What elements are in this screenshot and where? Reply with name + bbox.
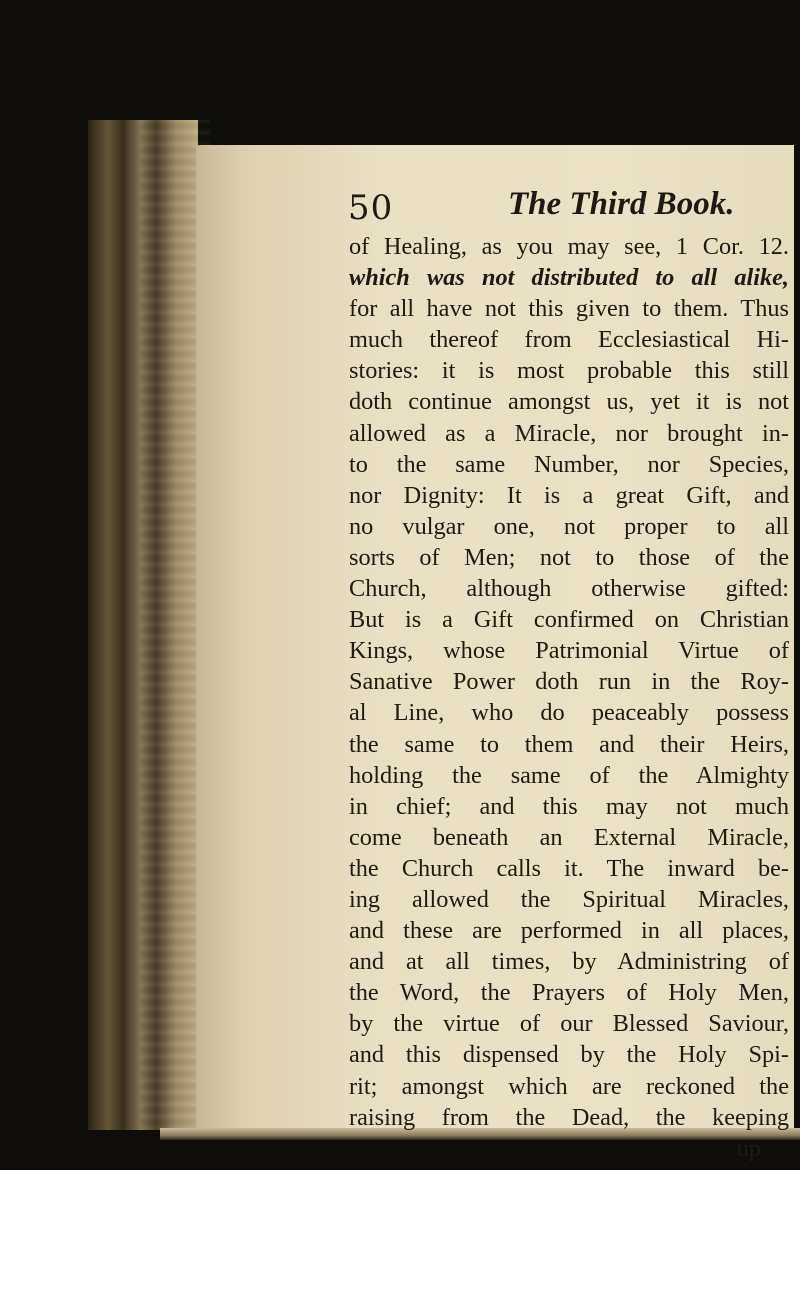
text-line: in chief; and this may not much xyxy=(349,792,789,820)
text-line: Church, although otherwise gifted: xyxy=(349,575,789,603)
body-text xyxy=(349,231,789,1164)
text-line: and at all times, by Administring of xyxy=(349,948,789,976)
page-number: 50 xyxy=(348,188,394,228)
text-line: Sanative Power doth run in the Roy- xyxy=(349,668,789,696)
text-line: holding the same of the Almighty xyxy=(349,761,789,789)
text-line: and these are performed in all places, xyxy=(349,917,789,945)
running-head: The Third Book. xyxy=(508,186,735,222)
text-line: rit; amongst which are reckoned the xyxy=(349,1072,789,1100)
text-line: by the virtue of our Blessed Saviour, xyxy=(349,1010,789,1038)
text-line: al Line, who do peaceably possess xyxy=(349,699,789,727)
text-line: nor Dignity: It is a great Gift, and xyxy=(349,481,789,509)
text-line: and this dispensed by the Holy Spi- xyxy=(349,1041,789,1069)
text-line: sorts of Men; not to those of the xyxy=(349,543,789,571)
text-line: much thereof from Ecclesiastical Hi- xyxy=(349,326,789,354)
text-line: the same to them and their Heirs, xyxy=(349,730,789,758)
text-line: which was not distributed to all alike, xyxy=(349,264,789,292)
text-line: Kings, whose Patrimonial Virtue of xyxy=(349,637,789,665)
text-line: no vulgar one, not proper to all xyxy=(349,512,789,540)
text-line: stories: it is most probable this still xyxy=(349,357,789,385)
text-line: doth continue amongst us, yet it is not xyxy=(349,388,789,416)
text-line: But is a Gift confirmed on Christian xyxy=(349,606,789,634)
text-line: the Church calls it. The inward be- xyxy=(349,854,789,882)
text-line: for all have not this given to them. Thus xyxy=(349,295,789,323)
text-line: of Healing, as you may see, 1 Cor. 12. xyxy=(349,233,789,260)
text-line: raising from the Dead, the keeping xyxy=(349,1103,789,1131)
text-line: ing allowed the Spiritual Miracles, xyxy=(349,885,789,913)
catchword: up xyxy=(736,1134,761,1162)
text-line: come beneath an External Miracle, xyxy=(349,823,789,851)
text-line: to the same Number, nor Species, xyxy=(349,450,789,478)
text-line: the Word, the Prayers of Holy Men, xyxy=(349,979,789,1007)
text-line: allowed as a Miracle, nor brought in- xyxy=(349,419,789,447)
